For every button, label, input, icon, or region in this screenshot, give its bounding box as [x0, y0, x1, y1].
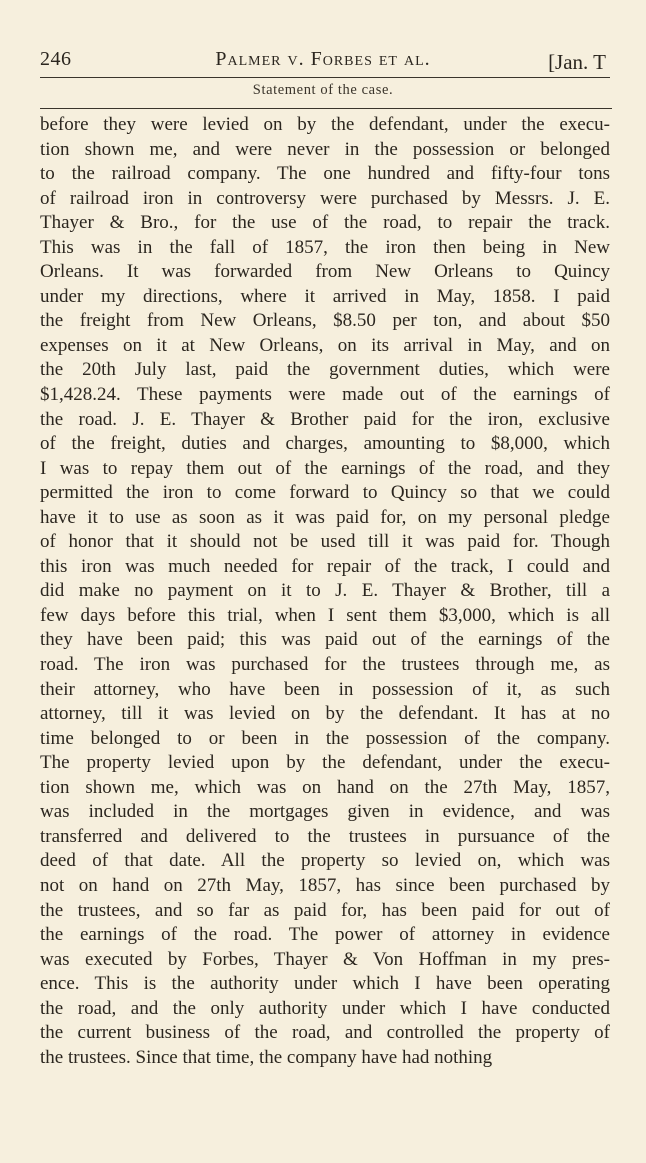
text-line: to the railroad company. The one hundred and fifty-four tons: [40, 163, 610, 185]
term-label: [Jan. T: [548, 50, 606, 74]
text-line: of honor that it should not be used till it was paid for. Though: [40, 531, 610, 553]
text-line: ence. This is the authority under which I have been operating: [40, 973, 610, 995]
text-line: they have been paid; this was paid out of the earnings of the: [40, 629, 610, 651]
text-line: I was to repay them out of the earnings of the road, and they: [40, 457, 610, 479]
text-line: This was in the fall of 1857, the iron then being in New: [40, 236, 610, 258]
header-rule: [40, 77, 610, 78]
text-line: of railroad iron in controversy were purchased by Messrs. J. E.: [40, 187, 610, 209]
page-number: 246: [40, 48, 72, 70]
text-line: expenses on it at New Orleans, on its arrival in May, and on: [40, 334, 610, 356]
text-line: Thayer & Bro., for the use of the road, to repair the track.: [40, 212, 610, 234]
text-line: was included in the mortgages given in evidence, and was: [40, 801, 610, 823]
text-line: the road, and the only authority under which I have conducted: [40, 997, 610, 1019]
text-line: the trustees, and so far as paid for, has been paid for out of: [40, 899, 610, 921]
text-line: The property levied upon by the defendant, under the execu-: [40, 752, 610, 774]
section-subheading: Statement of the case.: [252, 82, 394, 98]
subheading-rule: [40, 108, 612, 109]
body-text: [40, 113, 610, 1070]
text-line: was executed by Forbes, Thayer & Von Hoffman in my pres-: [40, 948, 610, 970]
text-line: the current business of the road, and controlled the property of: [40, 1022, 610, 1044]
text-line: tion shown me, and were never in the possession or belonged: [40, 138, 610, 160]
text-line: permitted the iron to come forward to Quincy so that we could: [40, 482, 610, 504]
text-line: $1,428.24. These payments were made out of the earnings of: [40, 384, 610, 406]
text-line: the road. J. E. Thayer & Brother paid for the iron, exclusive: [40, 408, 610, 430]
text-line: few days before this trial, when I sent them $3,000, which is all: [40, 604, 610, 626]
text-line: this iron was much needed for repair of the track, I could and: [40, 555, 610, 577]
text-line: transferred and delivered to the trustees in pursuance of the: [40, 825, 610, 847]
text-line: the trustees. Since that time, the company have had nothing: [40, 1046, 493, 1068]
text-line: before they were levied on by the defendant, under the execu-: [40, 114, 610, 135]
running-header: [40, 44, 606, 78]
text-line: the 20th July last, paid the government duties, which were: [40, 359, 610, 381]
case-title: Palmer v. Forbes et al.: [215, 48, 431, 70]
text-line: Orleans. It was forwarded from New Orleans to Quincy: [40, 261, 610, 283]
text-line: their attorney, who have been in possession of it, as such: [40, 678, 610, 700]
text-line: time belonged to or been in the possession of the company.: [40, 727, 610, 749]
text-line: not on hand on 27th May, 1857, has since been purchased by: [40, 874, 610, 896]
text-line: of the freight, duties and charges, amounting to $8,000, which: [40, 433, 610, 455]
text-line: attorney, till it was levied on by the defendant. It has at no: [40, 703, 610, 725]
text-line: road. The iron was purchased for the trustees through me, as: [40, 654, 610, 676]
text-line: the earnings of the road. The power of attorney in evidence: [40, 924, 610, 946]
text-line: have it to use as soon as it was paid for, on my personal pledge: [40, 506, 610, 528]
text-line: tion shown me, which was on hand on the 27th May, 1857,: [40, 776, 610, 798]
text-line: the freight from New Orleans, $8.50 per ton, and about $50: [40, 310, 610, 332]
text-line: deed of that date. All the property so levied on, which was: [40, 850, 610, 872]
text-line: under my directions, where it arrived in May, 1858. I paid: [40, 285, 610, 307]
text-line: did make no payment on it to J. E. Thayer & Brother, till a: [40, 580, 610, 602]
